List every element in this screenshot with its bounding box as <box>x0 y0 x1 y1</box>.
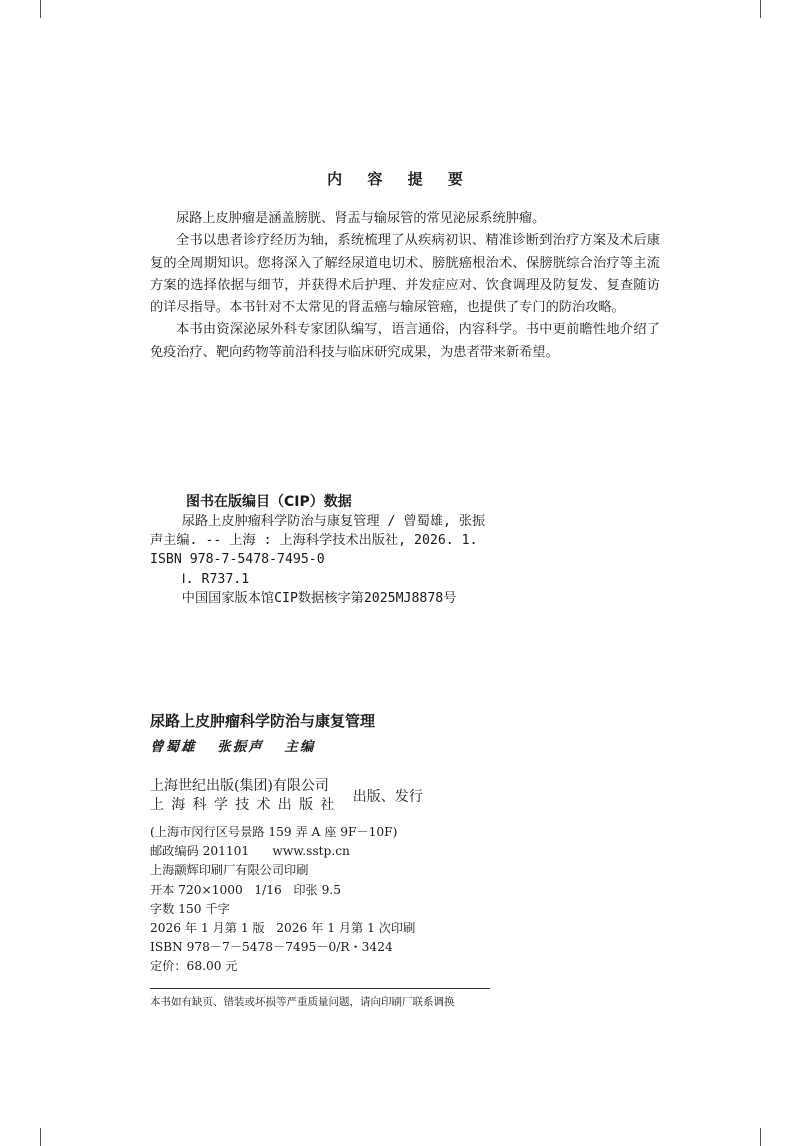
isbn: ISBN 978－7－5478－7495－0/R・3424 <box>150 940 393 955</box>
publisher-names <box>150 777 342 815</box>
summary-title: 内 容 提 要 <box>327 170 473 188</box>
summary-paragraph: 尿路上皮肿瘤是涵盖膀胱、肾盂与输尿管的常见泌尿系统肿瘤。 <box>176 211 546 226</box>
cip-line: Ⅰ. R737.1 <box>150 571 250 587</box>
crop-mark-bottom-right <box>760 1128 761 1146</box>
publisher-role: 出版、发行 <box>352 789 423 805</box>
author-line <box>150 735 329 755</box>
price: 定价：68.00 元 <box>150 959 238 974</box>
cip-record <box>150 512 485 608</box>
edition-info: 2026 年 1 月第 1 版 2026 年 1 月第 1 次印刷 <box>150 921 416 936</box>
author-name: 曾蜀雄 <box>150 739 197 755</box>
cip-line: 尿路上皮肿瘤科学防治与康复管理 / 曾蜀雄, 张振 <box>150 514 486 529</box>
publisher-address: (上海市闵行区号景路 159 弄 A 座 9F－10F) <box>150 825 398 839</box>
crop-mark-top-right <box>760 0 761 18</box>
imprint-details <box>150 823 415 977</box>
word-count: 字数 150 千字 <box>150 901 230 916</box>
printer: 上海颛辉印刷厂有限公司印刷 <box>150 863 309 878</box>
cip-heading: 图书在版编目（CIP）数据 <box>186 494 352 510</box>
author-name: 张振声 <box>217 739 264 755</box>
publisher-name-press: 上海科学技术出版社 <box>150 797 342 813</box>
author-role: 主编 <box>284 739 316 755</box>
book-format: 开本 720×1000 1/16 印张 9.5 <box>150 882 341 897</box>
publisher-block <box>150 777 423 815</box>
crop-mark-bottom-left <box>40 1128 41 1146</box>
summary-paragraph: 全书以患者诊疗经历为轴，系统梳理了从疾病初识、精准诊断到治疗方案及术后康复的全周期知识。您将深入了解经尿道电切术、膀胱癌根治术、保膀胱综合治疗等主流方案的选择依据与细节，并获得术后护理、并发症应对、饮食调理及防复发、复查随访的详尽指导。本书针对不太常见的肾盂癌与输尿管癌，也提供了专门的防治攻略。 <box>150 233 660 316</box>
cip-line: 声主编. -- 上海 : 上海科学技术出版社, 2026. 1. <box>150 533 478 549</box>
crop-mark-top-left <box>40 0 41 18</box>
postcode-website: 邮政编码 201101 www.sstp.cn <box>150 844 350 859</box>
publisher-name-group: 上海世纪出版(集团)有限公司 <box>150 778 329 794</box>
summary-paragraph: 本书由资深泌尿外科专家团队编写，语言通俗，内容科学。书中更前瞻性地介绍了免疫治疗、靶向药物等前沿科技与临床研究成果，为患者带来新希望。 <box>150 322 660 360</box>
summary-body <box>150 208 660 364</box>
book-title: 尿路上皮肿瘤科学防治与康复管理 <box>150 712 376 730</box>
cip-line: 中国国家版本馆CIP数据核字第2025MJ8878号 <box>150 590 457 606</box>
cip-line: ISBN 978-7-5478-7495-0 <box>150 552 325 568</box>
divider <box>150 988 490 989</box>
footnote: 本书如有缺页、错装或坏损等严重质量问题，请向印刷厂联系调换 <box>150 996 455 1008</box>
